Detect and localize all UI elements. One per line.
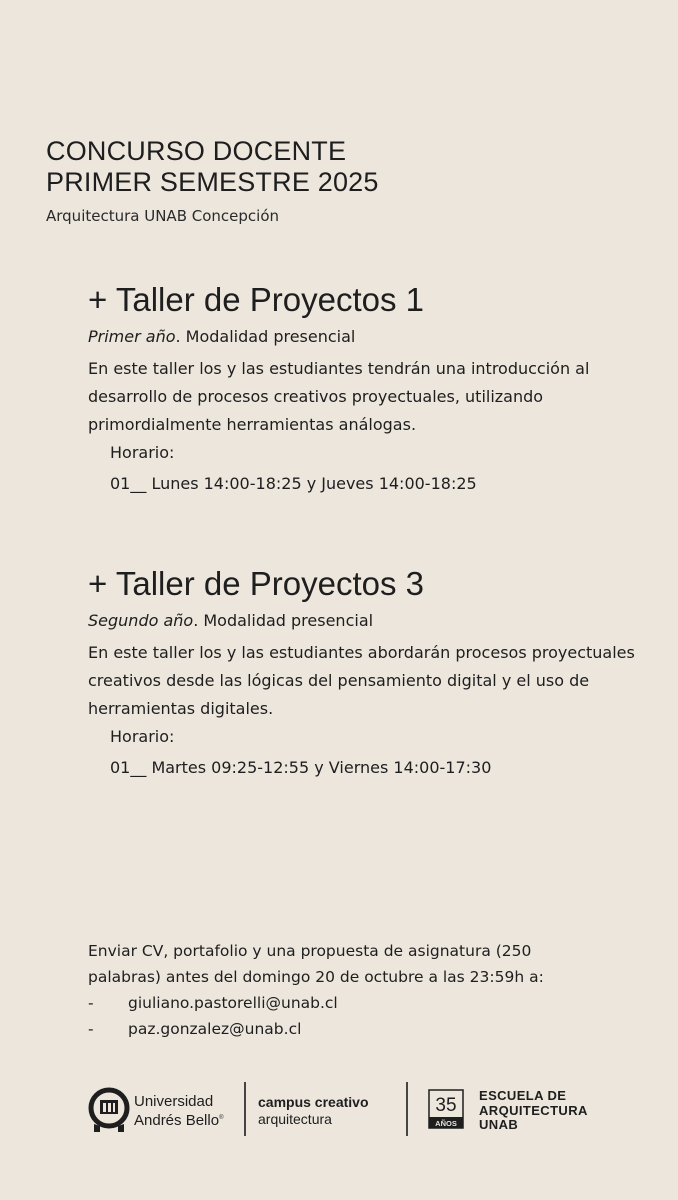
email-item — [88, 1016, 608, 1042]
course-schedule — [88, 723, 648, 782]
anniversary-badge-icon — [428, 1089, 464, 1129]
schedule-label: Horario: — [110, 727, 175, 746]
schedule-label: Horario: — [110, 443, 175, 462]
course-description: En este taller los y las estudiantes tendrán una introducción al desarrollo de procesos creativos proyectuales, utilizando primordialmente herramientas análogas. — [88, 359, 590, 434]
title-line-1: CONCURSO DOCENTE — [46, 136, 347, 166]
contact-instructions: Enviar CV, portafolio y una propuesta de asignatura (250 palabras) antes del domingo 20 de octubre a las 23:59h a: — [88, 942, 544, 986]
schedule-time: 01__ Martes 09:25-12:55 y Viernes 14:00-17:30 — [110, 758, 492, 777]
email-address[interactable]: paz.gonzalez@unab.cl — [128, 1020, 302, 1038]
course-schedule — [88, 439, 648, 498]
list-dash: - — [88, 1020, 94, 1038]
escuela-wordmark — [479, 1089, 588, 1133]
escuela-line-3: UNAB — [479, 1117, 519, 1132]
email-address[interactable]: giuliano.pastorelli@unab.cl — [128, 994, 338, 1012]
escuela-line-1: ESCUELA DE — [479, 1088, 567, 1103]
subtitle: Arquitectura UNAB Concepción — [46, 207, 280, 225]
course-taller-1 — [88, 280, 648, 498]
anniversary-number: 35 — [435, 1095, 457, 1116]
course-meta — [88, 610, 648, 632]
footer-divider — [244, 1082, 246, 1136]
course-year: Segundo año — [88, 611, 194, 630]
registered-mark: ® — [219, 1115, 224, 1121]
schedule-time: 01__ Lunes 14:00-18:25 y Jueves 14:00-18:25 — [110, 474, 477, 493]
course-title: + Taller de Proyectos 3 — [88, 565, 424, 602]
course-modality: . Modalidad presencial — [193, 611, 374, 630]
title-line-2: PRIMER SEMESTRE 2025 — [46, 167, 379, 197]
header — [46, 136, 379, 226]
anniversary-35-logo — [428, 1089, 464, 1129]
email-item — [88, 990, 608, 1016]
list-dash: - — [88, 994, 94, 1012]
campus-line-1: campus creativo — [258, 1094, 369, 1110]
course-meta — [88, 326, 648, 348]
contact-section — [88, 938, 608, 1042]
campus-creativo-logo — [258, 1094, 369, 1128]
course-year: Primer año — [88, 327, 176, 346]
course-description: En este taller los y las estudiantes abordarán procesos proyectuales creativos desde las lógicas del pensamiento digital y el uso de herramientas digitales. — [88, 643, 635, 718]
unab-logo — [88, 1086, 238, 1136]
footer-divider — [406, 1082, 408, 1136]
course-taller-3 — [88, 564, 648, 782]
unab-seal-icon — [88, 1086, 132, 1136]
course-title: + Taller de Proyectos 1 — [88, 281, 424, 318]
footer-logos — [88, 1082, 598, 1142]
unab-line-1: Universidad — [134, 1093, 214, 1110]
escuela-line-2: ARQUITECTURA — [479, 1102, 588, 1118]
unab-wordmark — [134, 1093, 223, 1129]
campus-line-2: arquitectura — [258, 1111, 332, 1127]
unab-line-2: Andrés Bello — [134, 1112, 220, 1129]
anniversary-label: AÑOS — [435, 1119, 457, 1128]
course-modality: . Modalidad presencial — [175, 327, 356, 346]
